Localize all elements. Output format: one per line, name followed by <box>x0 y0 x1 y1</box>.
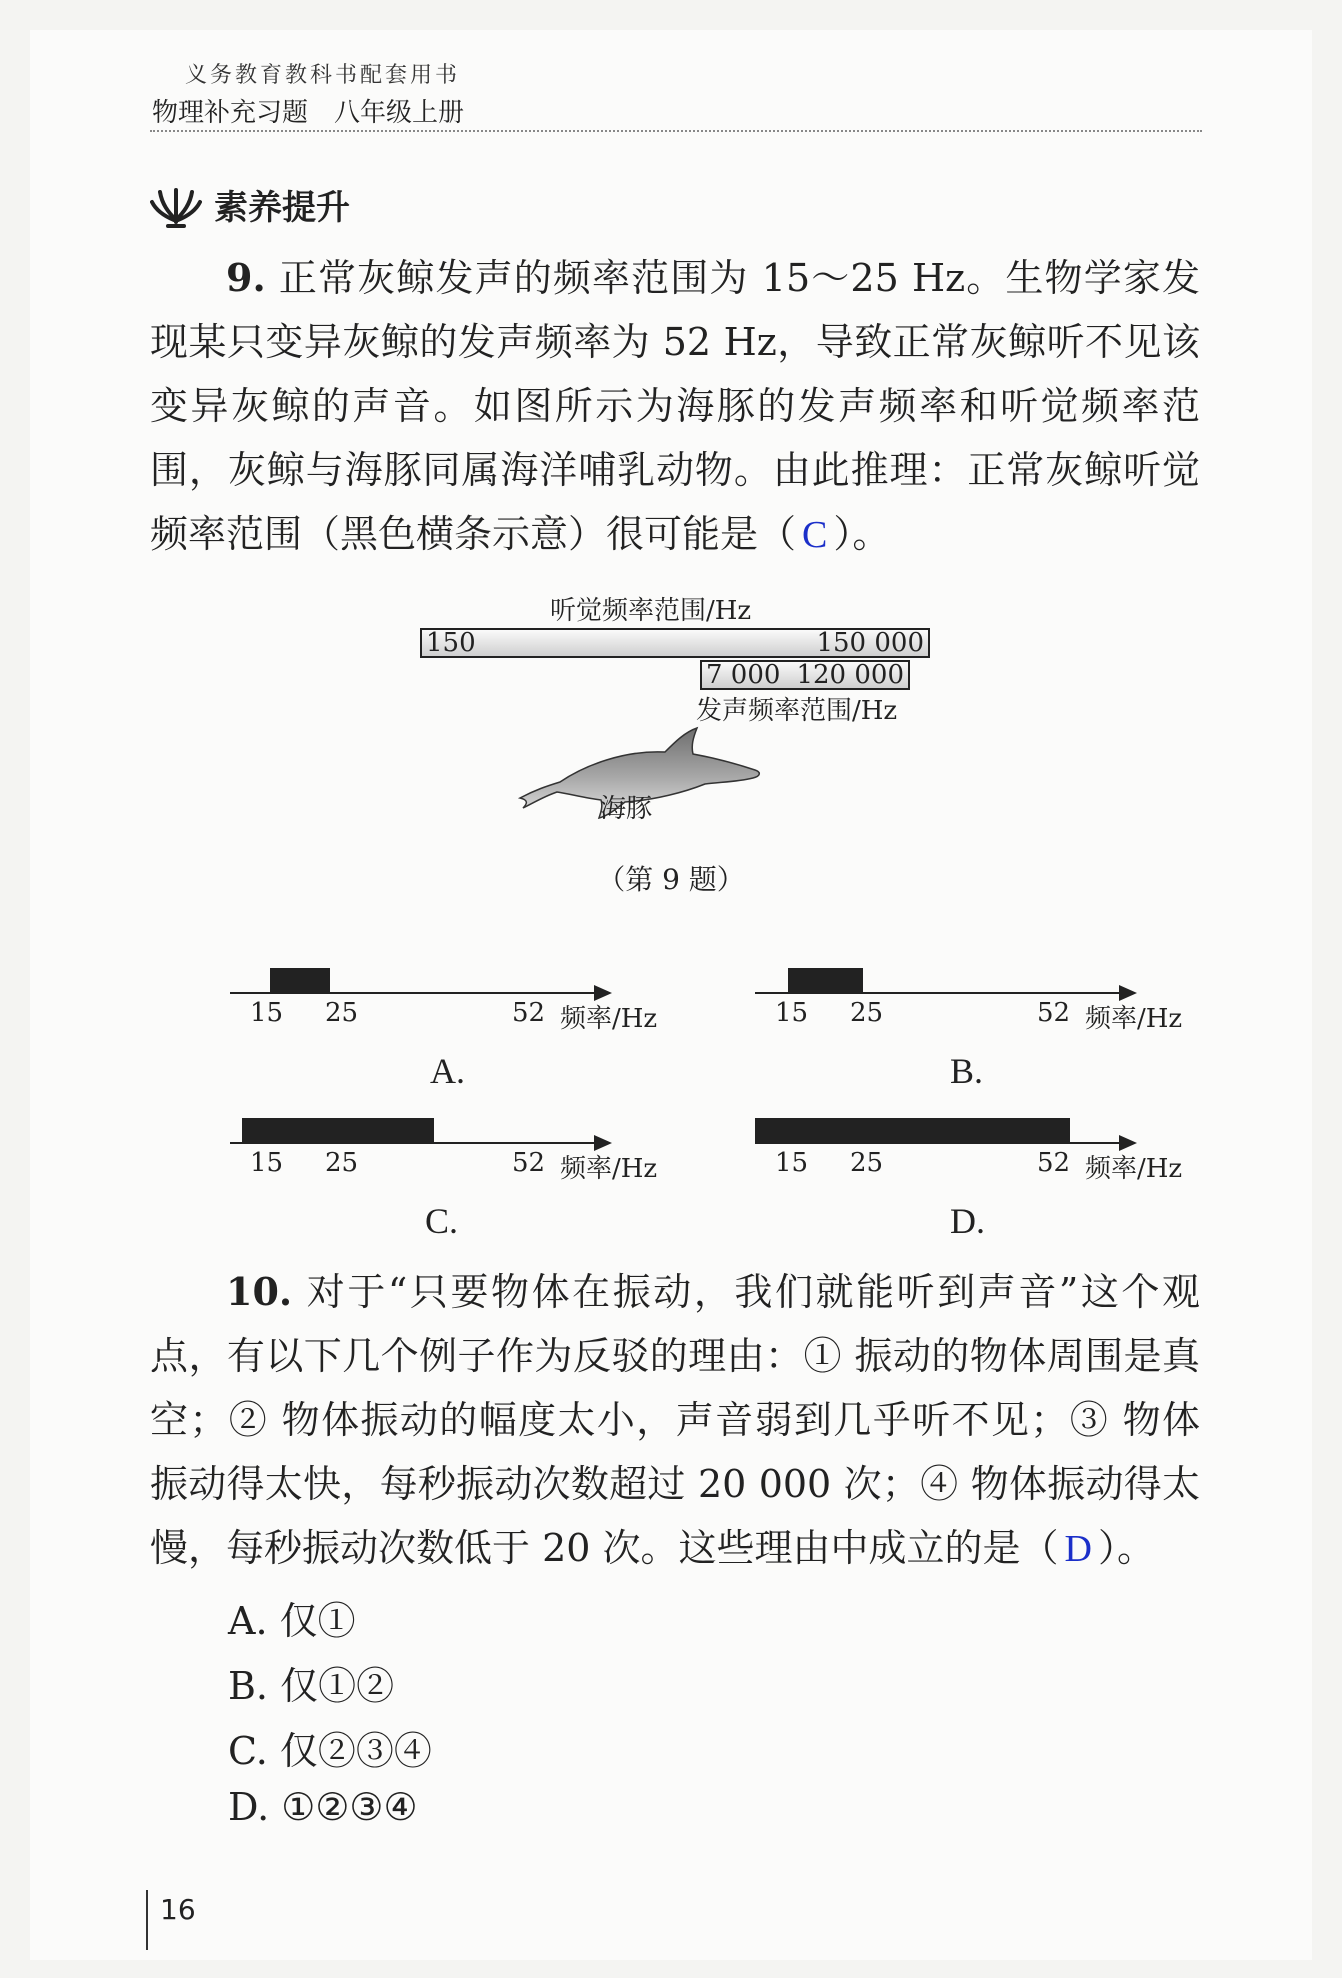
sound-range-bar <box>700 660 910 690</box>
section-heading <box>150 180 350 229</box>
hearing-range-bar <box>420 628 930 658</box>
option-c-tick-25: 25 <box>325 1148 359 1178</box>
header-book: 物理补充习题 八年级上册 <box>152 98 465 128</box>
option-a-unit: 频率/Hz <box>560 1004 658 1034</box>
sound-range-label: 发声频率范围/Hz <box>696 696 898 726</box>
hearing-range-label: 听觉频率范围/Hz <box>550 596 752 626</box>
option-d-label: D. <box>950 1201 985 1241</box>
hearing-low: 150 <box>426 628 476 658</box>
question-10-number: 10. <box>226 1269 293 1314</box>
option-d-tick-15: 15 <box>775 1148 809 1178</box>
option-a-axis <box>230 992 600 994</box>
option-b-diagram <box>755 950 1235 1091</box>
option-b-axis <box>755 992 1125 994</box>
option-a-diagram <box>230 950 710 1091</box>
sound-low: 7 000 <box>706 660 781 690</box>
question-9-number: 9. <box>226 255 266 300</box>
hearing-high: 150 000 <box>816 628 924 658</box>
question-10-tail: ）。 <box>1097 1526 1155 1570</box>
option-a-tick-25: 25 <box>325 998 359 1028</box>
header-series: 义务教育教科书配套用书 <box>185 63 461 88</box>
option-b-tick-15: 15 <box>775 998 809 1028</box>
option-c-label: C. <box>425 1201 459 1241</box>
option-b-label: B. <box>950 1051 984 1091</box>
page-number: 16 <box>160 1893 196 1926</box>
option-b-tick-52: 52 <box>1037 998 1071 1028</box>
question-9-tail: ）。 <box>833 512 891 556</box>
page-number-rule <box>146 1890 148 1950</box>
option-b-range-bar <box>788 968 863 992</box>
question-9 <box>150 246 1200 567</box>
option-b-tick-25: 25 <box>850 998 884 1028</box>
option-d-unit: 频率/Hz <box>1085 1154 1183 1184</box>
question-9-answer: C <box>802 514 828 556</box>
option-d-axis <box>755 1142 1125 1144</box>
option-a-tick-15: 15 <box>250 998 284 1028</box>
section-title: 素养提升 <box>214 188 350 228</box>
question-10-text: 对于“只要物体在振动，我们就能听到声音”这个观点，有以下几个例子作为反驳的理由：① 振动的物体周围是真空；② 物体振动的幅度太小，声音弱到几乎听不见；③ 物体振动得太快，每秒振动次数超过 20 000 次；④ 物体振动得太慢，每秒振动次数低于 20 次。这些理由中成立的是（ <box>150 1270 1200 1570</box>
option-b-unit: 频率/Hz <box>1085 1004 1183 1034</box>
option-d-tick-52: 52 <box>1037 1148 1071 1178</box>
question-10-answer: D <box>1064 1528 1092 1570</box>
option-a-label: A. <box>430 1051 465 1091</box>
option-c-range-bar <box>242 1118 434 1142</box>
option-c-diagram <box>230 1100 710 1241</box>
question-10-choice-b: B. 仅①② <box>228 1664 395 1708</box>
question-10-choice-a: A. 仅① <box>228 1599 356 1643</box>
plant-icon <box>150 182 202 228</box>
sound-high: 120 000 <box>796 660 904 690</box>
question-10-choice-c: C. 仅②③④ <box>228 1729 432 1773</box>
option-c-tick-52: 52 <box>512 1148 546 1178</box>
option-d-tick-25: 25 <box>850 1148 884 1178</box>
dolphin-label: 海豚 <box>600 794 653 824</box>
figure-caption: （第 9 题） <box>597 863 745 896</box>
option-d-diagram <box>755 1100 1235 1241</box>
header-divider <box>150 130 1202 132</box>
question-10 <box>150 1260 1200 1581</box>
question-9-text: 正常灰鲸发声的频率范围为 15～25 Hz。生物学家发现某只变异灰鲸的发声频率为 52 Hz，导致正常灰鲸听不见该变异灰鲸的声音。如图所示为海豚的发声频率和听觉频率范围，灰鲸与海豚同属海洋哺乳动物。由此推理：正常灰鲸听觉频率范围（黑色横条示意）很可能是（ <box>150 256 1200 556</box>
option-d-range-bar <box>755 1118 1070 1142</box>
option-c-axis <box>230 1142 600 1144</box>
question-10-choice-d: D. ①②③④ <box>228 1785 418 1829</box>
option-a-tick-52: 52 <box>512 998 546 1028</box>
option-c-unit: 频率/Hz <box>560 1154 658 1184</box>
option-c-tick-15: 15 <box>250 1148 284 1178</box>
option-a-range-bar <box>270 968 330 992</box>
